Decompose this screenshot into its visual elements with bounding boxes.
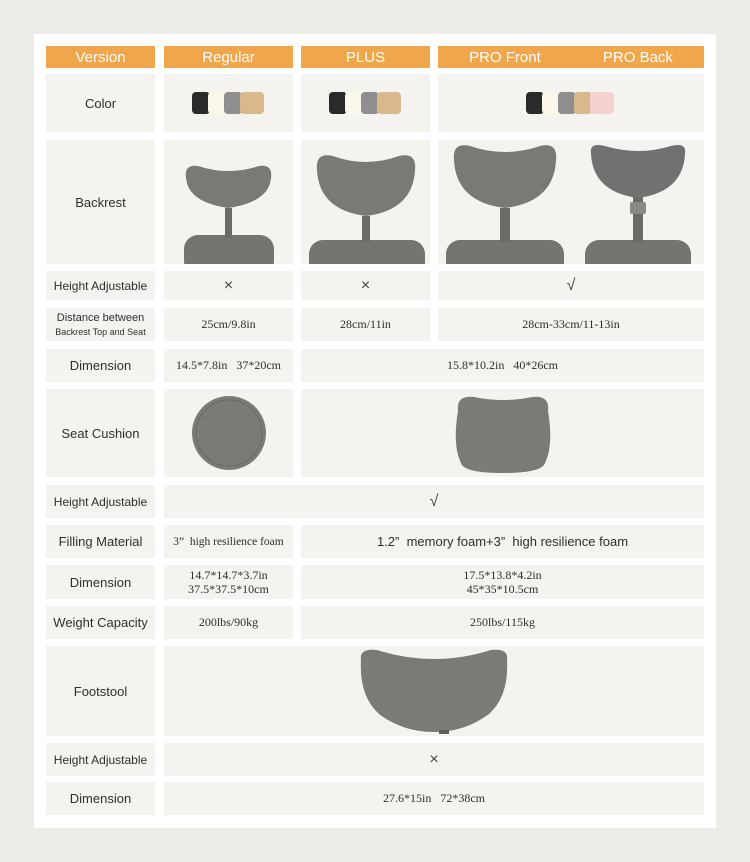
pro-front-backrest-illustration bbox=[440, 140, 570, 264]
regular-seat-cushion-image bbox=[164, 389, 293, 477]
row-label-backrest: Backrest bbox=[46, 140, 155, 264]
header-pro-back: PRO Back bbox=[602, 48, 673, 66]
plus-pro-cushion-dimension-cm: 45*35*10.5cm bbox=[466, 582, 539, 596]
regular-cushion-dimension-in: 14.7*14.7*3.7in bbox=[189, 568, 268, 582]
pro-backrest-images bbox=[438, 140, 704, 264]
swatch-pink bbox=[590, 92, 614, 114]
swatch-gray bbox=[361, 92, 379, 114]
footstool-dimension: 27.6*15in 72*38cm bbox=[164, 782, 704, 815]
round-cushion-illustration bbox=[189, 393, 269, 473]
seat-height-adjustable: √ bbox=[164, 485, 704, 518]
plus-pro-seat-cushion-image bbox=[301, 389, 704, 477]
regular-backrest-dimension: 14.5*7.8in 37*20cm bbox=[164, 349, 293, 382]
header-regular: Regular bbox=[164, 46, 293, 68]
swatch-black bbox=[329, 92, 347, 114]
swatch-cream bbox=[345, 92, 363, 114]
header-pro-front: PRO Front bbox=[469, 48, 541, 66]
regular-color-swatches bbox=[164, 74, 293, 132]
row-label-height-adjustable: Height Adjustable bbox=[46, 271, 155, 300]
plus-pro-cushion-dimension-in: 17.5*13.8*4.2in bbox=[463, 568, 542, 582]
plus-height-adjustable: × bbox=[301, 271, 430, 300]
distance-label-line1: Distance between bbox=[56, 311, 145, 324]
pro-back-backrest-illustration bbox=[573, 140, 703, 264]
backrest-chair-illustration bbox=[164, 140, 293, 264]
pro-color-swatches bbox=[438, 74, 704, 132]
regular-distance: 25cm/9.8in bbox=[164, 308, 293, 341]
contoured-cushion-illustration bbox=[448, 391, 558, 475]
comparison-table bbox=[34, 34, 716, 828]
regular-filling-material: 3” high resilience foam bbox=[164, 525, 293, 558]
swatch-cream bbox=[208, 92, 226, 114]
backrest-chair-illustration bbox=[301, 140, 430, 264]
row-label-height-adjustable: Height Adjustable bbox=[46, 485, 155, 518]
swatch-khaki bbox=[240, 92, 264, 114]
footstool-image bbox=[164, 646, 704, 736]
plus-pro-filling-material: 1.2” memory foam+3” high resilience foam bbox=[301, 525, 704, 558]
footstool-illustration bbox=[349, 646, 519, 736]
row-label-height-adjustable: Height Adjustable bbox=[46, 743, 155, 776]
plus-pro-weight-capacity: 250lbs/115kg bbox=[301, 606, 704, 639]
footstool-height-adjustable: × bbox=[164, 743, 704, 776]
regular-weight-capacity: 200lbs/90kg bbox=[164, 606, 293, 639]
row-label-footstool: Footstool bbox=[46, 646, 155, 736]
swatch-khaki bbox=[377, 92, 401, 114]
swatch-black bbox=[192, 92, 210, 114]
row-label-color: Color bbox=[46, 74, 155, 132]
row-label-weight-capacity: Weight Capacity bbox=[46, 606, 155, 639]
header-plus: PLUS bbox=[301, 46, 430, 68]
row-label-dimension: Dimension bbox=[46, 565, 155, 599]
regular-cushion-dimension bbox=[164, 565, 293, 599]
plus-backrest-image bbox=[301, 140, 430, 264]
distance-label-line2: Backrest Top and Seat bbox=[55, 326, 146, 337]
regular-height-adjustable: × bbox=[164, 271, 293, 300]
header-version: Version bbox=[46, 46, 155, 68]
row-label-seat-cushion: Seat Cushion bbox=[46, 389, 155, 477]
row-label-filling-material: Filling Material bbox=[46, 525, 155, 558]
header-pro bbox=[438, 46, 704, 68]
regular-backrest-image bbox=[164, 140, 293, 264]
pro-height-adjustable: √ bbox=[438, 271, 704, 300]
pro-distance: 28cm-33cm/11-13in bbox=[438, 308, 704, 341]
row-label-distance bbox=[46, 308, 155, 341]
plus-pro-cushion-dimension bbox=[301, 565, 704, 599]
row-label-dimension: Dimension bbox=[46, 349, 155, 382]
plus-distance: 28cm/11in bbox=[301, 308, 430, 341]
plus-pro-backrest-dimension: 15.8*10.2in 40*26cm bbox=[301, 349, 704, 382]
plus-color-swatches bbox=[301, 74, 430, 132]
swatch-gray bbox=[224, 92, 242, 114]
row-label-dimension: Dimension bbox=[46, 782, 155, 815]
regular-cushion-dimension-cm: 37.5*37.5*10cm bbox=[188, 582, 269, 596]
